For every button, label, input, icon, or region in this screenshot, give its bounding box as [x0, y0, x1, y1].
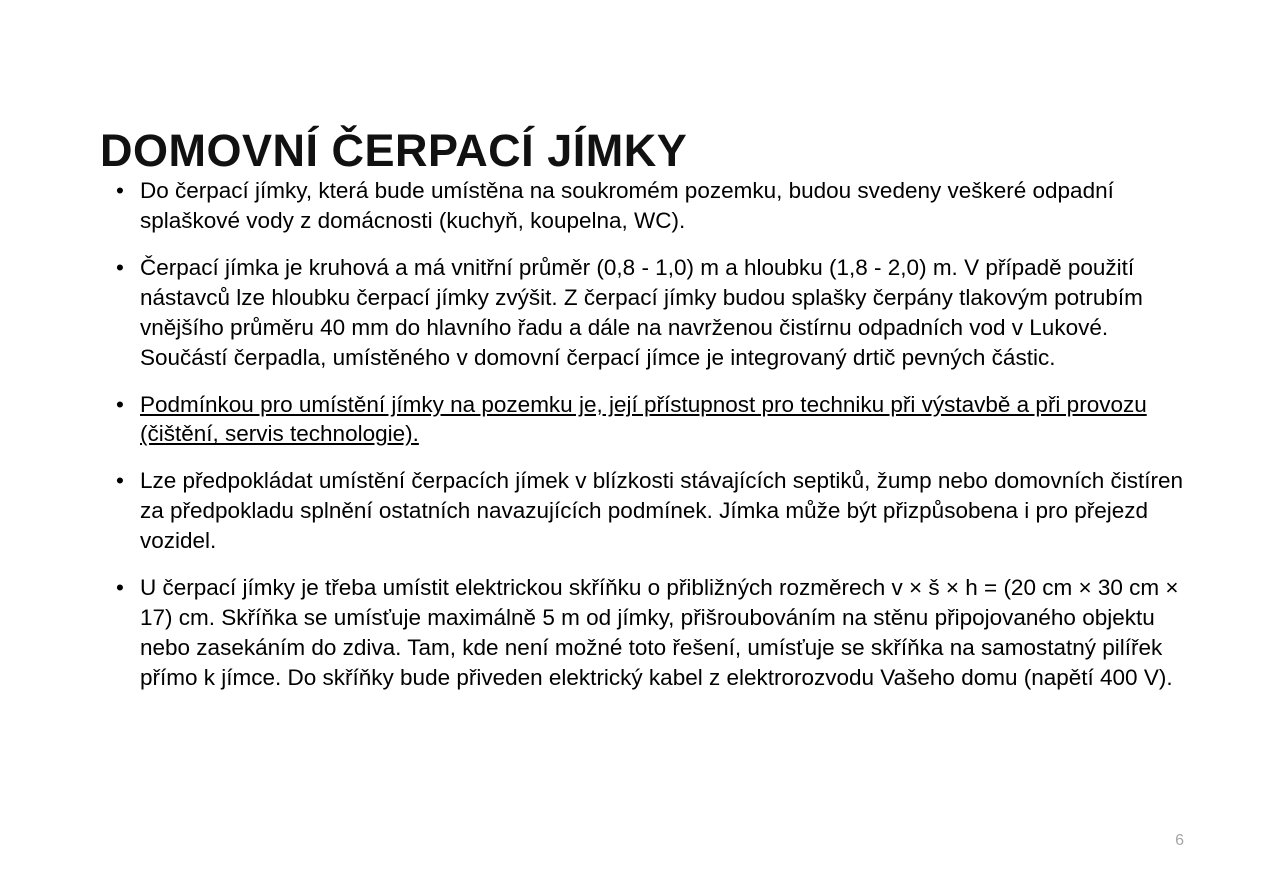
list-item-highlighted	[100, 390, 1185, 450]
list-item-text: Čerpací jímka je kruhová a má vnitřní průměr (0,8 - 1,0) m a hloubku (1,8 - 2,0) m. V případě použití nástavců lze hloubku čerpací jímky zvýšit. Z čerpací jímky budou splašky čerpány tlakovým potrubím vnějšího průměru 40 mm do hlavního řadu a dále na navrženou čistírnu odpadních vod v Lukové. Součástí čerpadla, umístěného v domovní čerpací jímce je integrovaný drtič pevných částic.	[140, 254, 1143, 370]
list-item-text: U čerpací jímky je třeba umístit elektrickou skříňku o přibližných rozměrech v × š × h = (20 cm × 30 cm × 17) cm. Skříňka se umísťuje maximálně 5 m od jímky, přišroubováním na stěnu připojovaného objektu nebo zasekáním do zdiva. Tam, kde není možné toto řešení, umísťuje se skříňka na samostatný pilířek přímo k jímce. Do skříňky bude přiveden elektrický kabel z elektrorozvodu Vašeho domu (napětí 400 V).	[140, 575, 1179, 690]
list-item	[100, 466, 1185, 556]
list-item	[100, 253, 1185, 373]
list-item-text: Lze předpokládat umístění čerpacích jímek v blízkosti stávajících septiků, žump nebo domovních čistíren za předpokladu splnění ostatních navazujících podmínek. Jímka může být přizpůsobena i pro přejezd vozidel.	[140, 468, 1183, 554]
bullet-marker-icon: •	[116, 254, 124, 280]
bullet-marker-icon: •	[116, 391, 124, 417]
bullet-marker-icon: •	[116, 468, 124, 494]
page-number: 6	[1175, 832, 1184, 849]
page-title: DOMOVNÍ ČERPACÍ JÍMKY	[100, 125, 688, 177]
list-item-text: Podmínkou pro umístění jímky na pozemku je, její přístupnost pro techniku při výstavbě a při provozu (čištění, servis technologie).	[140, 391, 1147, 447]
bullet-list	[100, 176, 1185, 693]
list-item	[100, 573, 1185, 693]
slide-body	[100, 176, 1185, 693]
list-item-text: Do čerpací jímky, která bude umístěna na soukromém pozemku, budou svedeny veškeré odpadní splaškové vody z domácnosti (kuchyň, koupelna, WC).	[140, 178, 1114, 233]
bullet-marker-icon: •	[116, 178, 124, 203]
list-item	[100, 176, 1185, 236]
bullet-marker-icon: •	[116, 575, 124, 601]
